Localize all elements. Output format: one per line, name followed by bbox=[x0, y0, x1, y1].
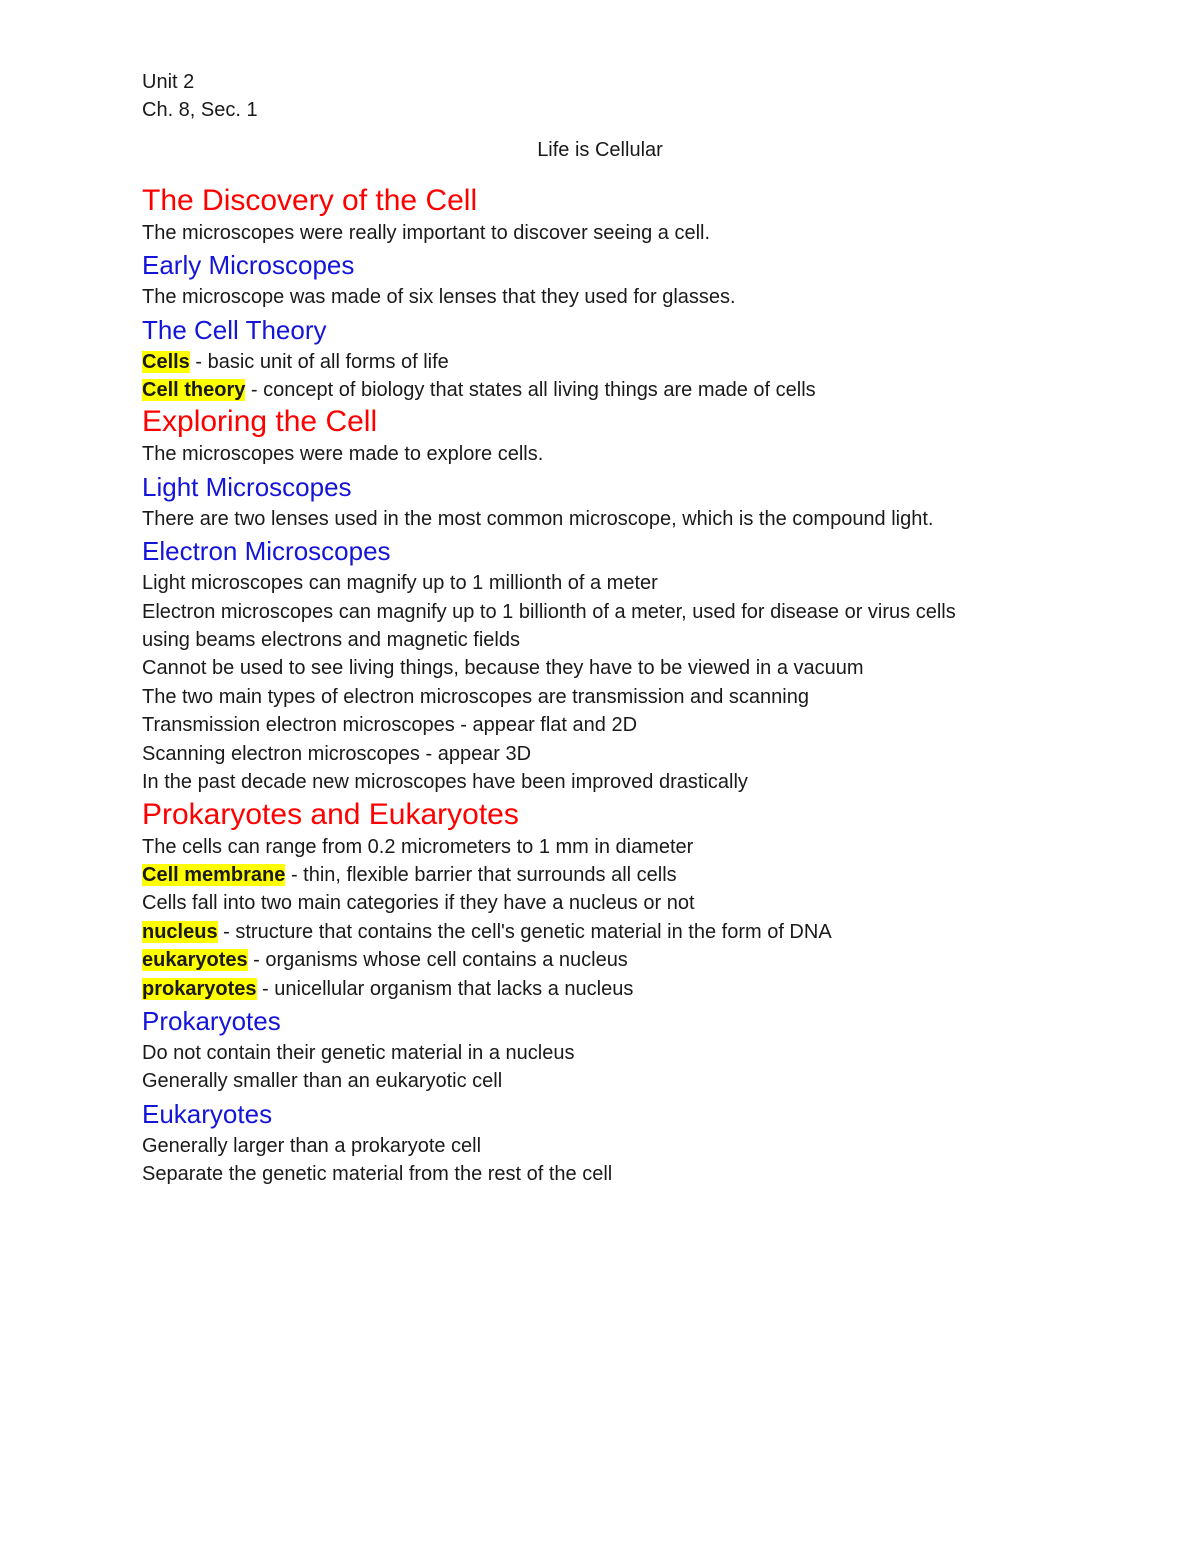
term-line-eukaryotes bbox=[142, 946, 1042, 974]
prokaryotes-line: Generally smaller than an eukaryotic cell bbox=[142, 1070, 503, 1093]
term-line-prokaryotes bbox=[142, 975, 1042, 1003]
electron-line: using beams electrons and magnetic fields bbox=[142, 629, 520, 652]
term-line-cell-membrane bbox=[142, 861, 1042, 889]
term-nucleus: nucleus bbox=[142, 920, 218, 943]
electron-line: Scanning electron microscopes - appear 3D bbox=[142, 742, 532, 765]
term-cell-membrane: Cell membrane bbox=[142, 863, 286, 886]
heading-electron-microscopes: Electron Microscopes bbox=[142, 536, 391, 567]
early-microscopes-text: The microscope was made of six lenses that they used for glasses. bbox=[142, 286, 736, 309]
eukaryotes-line: Separate the genetic material from the rest of the cell bbox=[142, 1163, 613, 1186]
electron-line: Cannot be used to see living things, because they have to be viewed in a vacuum bbox=[142, 657, 864, 680]
term-cells: Cells bbox=[142, 350, 190, 373]
term-cell-theory: Cell theory bbox=[142, 379, 246, 402]
electron-line: The two main types of electron microscopes are transmission and scanning bbox=[142, 685, 809, 708]
definition-eukaryotes: - organisms whose cell contains a nucleus bbox=[247, 949, 628, 972]
heading-discovery: The Discovery of the Cell bbox=[142, 183, 478, 217]
light-microscopes-text: There are two lenses used in the most common microscope, which is the compound light. bbox=[142, 507, 934, 530]
heading-light-microscopes: Light Microscopes bbox=[142, 471, 352, 502]
definition-prokaryotes: - unicellular organism that lacks a nucleus bbox=[256, 977, 634, 1000]
heading-prokaryotes-eukaryotes: Prokaryotes and Eukaryotes bbox=[142, 797, 519, 831]
definition-nucleus: - structure that contains the cell's genetic material in the form of DNA bbox=[217, 920, 832, 943]
definition-cell-membrane: - thin, flexible barrier that surrounds all cells bbox=[285, 863, 677, 886]
eukaryotes-line: Generally larger than a prokaryote cell bbox=[142, 1134, 482, 1157]
heading-exploring: Exploring the Cell bbox=[142, 405, 378, 439]
unit-label: Unit 2 bbox=[142, 71, 195, 93]
exploring-intro: The microscopes were made to explore cells. bbox=[142, 443, 544, 466]
heading-cell-theory: The Cell Theory bbox=[142, 314, 327, 345]
term-line-cells bbox=[142, 348, 1042, 376]
electron-line: Light microscopes can magnify up to 1 millionth of a meter bbox=[142, 572, 658, 595]
term-prokaryotes: prokaryotes bbox=[142, 977, 257, 1000]
definition-cell-theory: - concept of biology that states all living things are made of cells bbox=[245, 379, 816, 402]
electron-line: In the past decade new microscopes have been improved drastically bbox=[142, 771, 748, 794]
heading-prokaryotes: Prokaryotes bbox=[142, 1005, 281, 1036]
heading-eukaryotes: Eukaryotes bbox=[142, 1098, 273, 1129]
term-eukaryotes: eukaryotes bbox=[142, 949, 248, 972]
electron-line: Electron microscopes can magnify up to 1 billionth of a meter, used for disease or virus cells bbox=[142, 600, 956, 623]
categories-text: Cells fall into two main categories if they have a nucleus or not bbox=[142, 892, 695, 915]
chapter-label: Ch. 8, Sec. 1 bbox=[142, 99, 258, 122]
document-title: Life is Cellular bbox=[537, 138, 663, 161]
prokaryotes-line: Do not contain their genetic material in a nucleus bbox=[142, 1041, 575, 1064]
term-line-cell-theory bbox=[142, 376, 1042, 404]
definition-cells: - basic unit of all forms of life bbox=[189, 350, 449, 373]
cell-size-text: The cells can range from 0.2 micrometers to 1 mm in diameter bbox=[142, 835, 694, 858]
discovery-intro: The microscopes were really important to discover seeing a cell. bbox=[142, 221, 711, 244]
document-page bbox=[142, 68, 1042, 1189]
electron-line: Transmission electron microscopes - appear flat and 2D bbox=[142, 714, 638, 737]
term-line-nucleus bbox=[142, 918, 1042, 946]
heading-early-microscopes: Early Microscopes bbox=[142, 250, 355, 281]
